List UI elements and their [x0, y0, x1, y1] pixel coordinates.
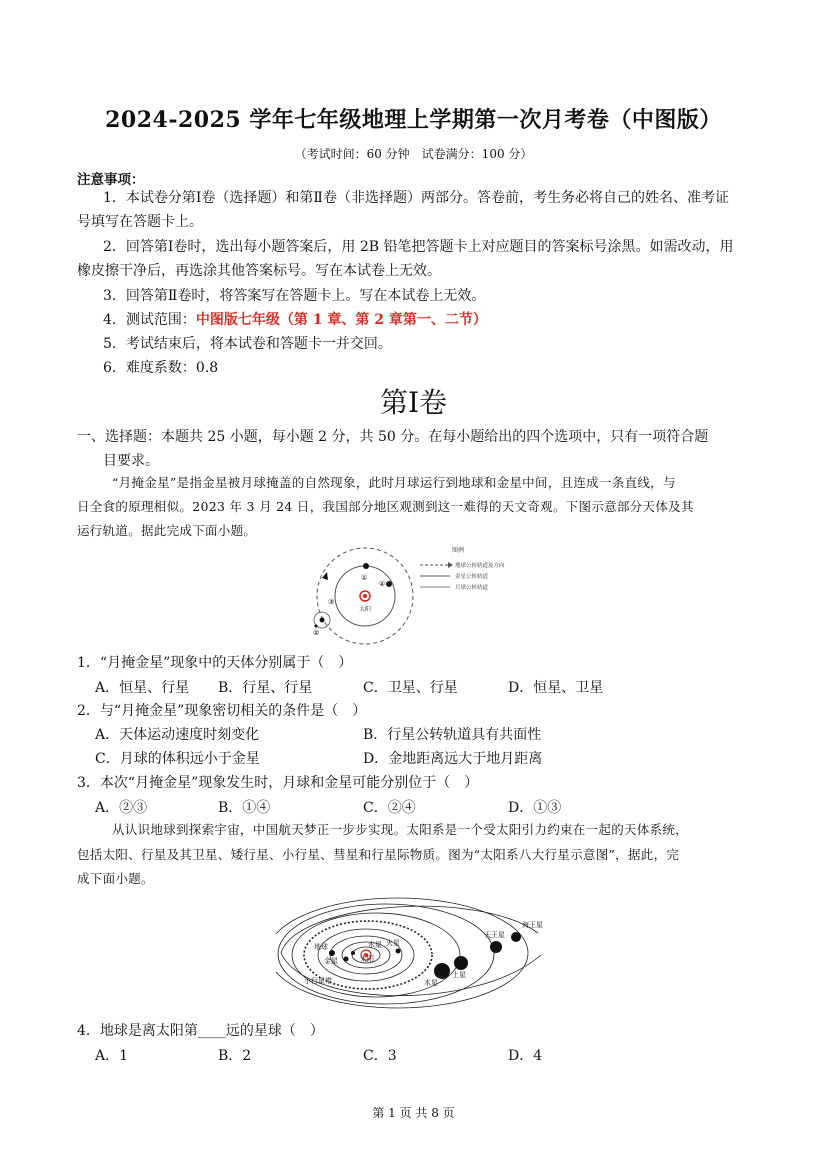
label-earth: 地球 [314, 943, 328, 951]
page-footer: 第 1 页 共 8 页 [372, 1106, 455, 1120]
question-4-stem: 4．地球是离太阳第____远的星球（ ） [77, 1023, 324, 1039]
q3-option-a[interactable]: A．②③ [95, 800, 148, 816]
sun-label: 太阳 [359, 606, 372, 613]
notice-item-2b: 橡皮擦干净后，再选涂其他答案标号。写在本试卷上无效。 [77, 263, 441, 279]
test-range: 中图版七年级（第 1 章、第 2 章第一、二节） [195, 312, 487, 328]
q3-option-d[interactable]: D．①③ [508, 800, 562, 816]
q1-option-b[interactable]: B．行星、行星 [218, 680, 313, 696]
q1-option-a[interactable]: A．恒星、行星 [95, 680, 190, 696]
legend-arrow-icon [448, 562, 453, 568]
label-sun: 太阳 [360, 955, 374, 963]
notice-item-6: 6．难度系数：0.8 [103, 360, 219, 376]
orbit-neptune-arc-2 [281, 953, 541, 996]
orbit-saturn [278, 904, 494, 1004]
q3-option-c[interactable]: C．②④ [363, 800, 416, 816]
orbit-arrow-icon [322, 572, 328, 580]
q4-option-c[interactable]: C．3 [363, 1048, 397, 1064]
q2-option-b[interactable]: B．行星公转轨道具有共面性 [363, 727, 542, 743]
passage2-line2: 包括太阳、行星及其卫星、矮行星、小行星、彗星和行星际物质。图为“太阳系八大行星示意图”，据此，完 [77, 847, 680, 862]
venus-dot-2 [386, 581, 392, 587]
q4-option-b[interactable]: B．2 [218, 1048, 252, 1064]
label-mercury: 水星 [368, 941, 382, 949]
notice-item-1a: 1．本试卷分第Ⅰ卷（选择题）和第Ⅱ卷（非选择题）两部分。答卷前，考生务必将自己的姓名、准考证 [103, 190, 729, 206]
notice-item-2a: 2．回答第Ⅰ卷时，选出每小题答案后，用 2B 铅笔把答题卡上对应题目的答案标号涂黑。如需改动，用 [103, 239, 734, 255]
q2-option-d[interactable]: D．金地距离远大于地月距离 [363, 751, 543, 767]
passage1-line3: 运行轨道。据此完成下面小题。 [77, 523, 257, 538]
question-2-stem: 2．与“月掩金星”现象密切相关的条件是（ ） [77, 703, 367, 719]
legend-item-1: 地球公转轨道及方向 [455, 563, 505, 569]
passage1-line2: 日全食的原理相似。2023 年 3 月 24 日，我国部分地区观测到这一难得的天文奇观。下图示意部分天体及其 [77, 499, 694, 514]
q4-option-a[interactable]: A．1 [95, 1048, 129, 1064]
planet-uranus [490, 941, 502, 953]
notice-item-3: 3．回答第Ⅱ卷时，将答案写在答题卡上。写在本试卷上无效。 [103, 288, 486, 304]
exam-title: 2024-2025 学年七年级地理上学期第一次月考卷（中图版） [105, 107, 722, 133]
part1-intro-b: 目要求。 [103, 453, 159, 469]
q3-option-b[interactable]: B．①④ [218, 800, 271, 816]
exam-subtitle: （考试时间：60 分钟 试卷满分：100 分） [294, 147, 533, 161]
q4-option-d[interactable]: D．4 [508, 1048, 543, 1064]
q2-option-a[interactable]: A．天体运动速度时刻变化 [95, 727, 260, 743]
notice-heading: 注意事项： [77, 172, 145, 188]
planet-venus [344, 957, 349, 962]
label-jupiter: 木星 [424, 979, 438, 987]
label-uranus: 天王星 [484, 931, 505, 939]
earth-dot [320, 618, 325, 623]
moon-dot [315, 625, 318, 628]
passage2-line3: 成下面小题。 [77, 871, 154, 886]
question-3-stem: 3．本次“月掩金星”现象发生时，月球和金星可能分别位于（ ） [77, 775, 479, 791]
planet-neptune [511, 932, 521, 942]
part1-intro-a: 一、选择题：本题共 25 小题，每小题 2 分，共 50 分。在每小题给出的四个选项中，只有一项符合题 [77, 429, 709, 445]
notice-item-4-label: 4．测试范围： [103, 312, 196, 328]
label-saturn: 土星 [452, 971, 466, 979]
planet-mars [396, 949, 401, 954]
label-asteroid-belt: 小行星带 [304, 977, 332, 985]
planet-saturn [454, 956, 468, 970]
notice-item-4 [103, 308, 487, 332]
notice-item-5: 5．考试结束后，将本试卷和答题卡一并交回。 [103, 336, 392, 352]
label-venus: 金星 [324, 957, 338, 965]
moon-venus-figure [300, 542, 540, 646]
marker-2: ② [313, 629, 320, 637]
label-neptune: 海王星 [522, 921, 543, 929]
planet-jupiter [434, 963, 450, 979]
marker-3: ③ [328, 598, 335, 606]
question-1-stem: 1．“月掩金星”现象中的天体分别属于（ ） [77, 655, 353, 671]
q1-option-c[interactable]: C．卫星、行星 [363, 680, 458, 696]
sun-core-icon [363, 594, 367, 598]
venus-dot-1 [363, 563, 369, 569]
legend-title: 图例 [452, 547, 465, 554]
passage1-line1: “月掩金星”是指金星被月球掩盖的自然现象，此时月球运行到地球和金星中间，且连成一条直线，与 [112, 475, 676, 490]
q1-option-d[interactable]: D．恒星、卫星 [508, 680, 604, 696]
legend-item-3: 月球公转轨道 [455, 585, 489, 591]
q2-option-c[interactable]: C．月球的体积远小于金星 [95, 751, 260, 767]
planet-mercury [351, 951, 355, 955]
marker-4: ④ [379, 580, 386, 588]
planet-earth [329, 950, 335, 956]
section-title: 第Ⅰ卷 [379, 386, 448, 419]
solar-system-figure [276, 893, 548, 1013]
passage2-line1: 从认识地球到探索宇宙，中国航天梦正一步步实现。太阳系是一个受太阳引力约束在一起的天体系统， [112, 822, 689, 837]
marker-1: ① [361, 574, 368, 582]
legend-item-2: 金星公转轨道 [455, 574, 489, 580]
notice-item-1b: 号填写在答题卡上。 [77, 214, 203, 230]
label-mars: 火星 [386, 939, 400, 947]
